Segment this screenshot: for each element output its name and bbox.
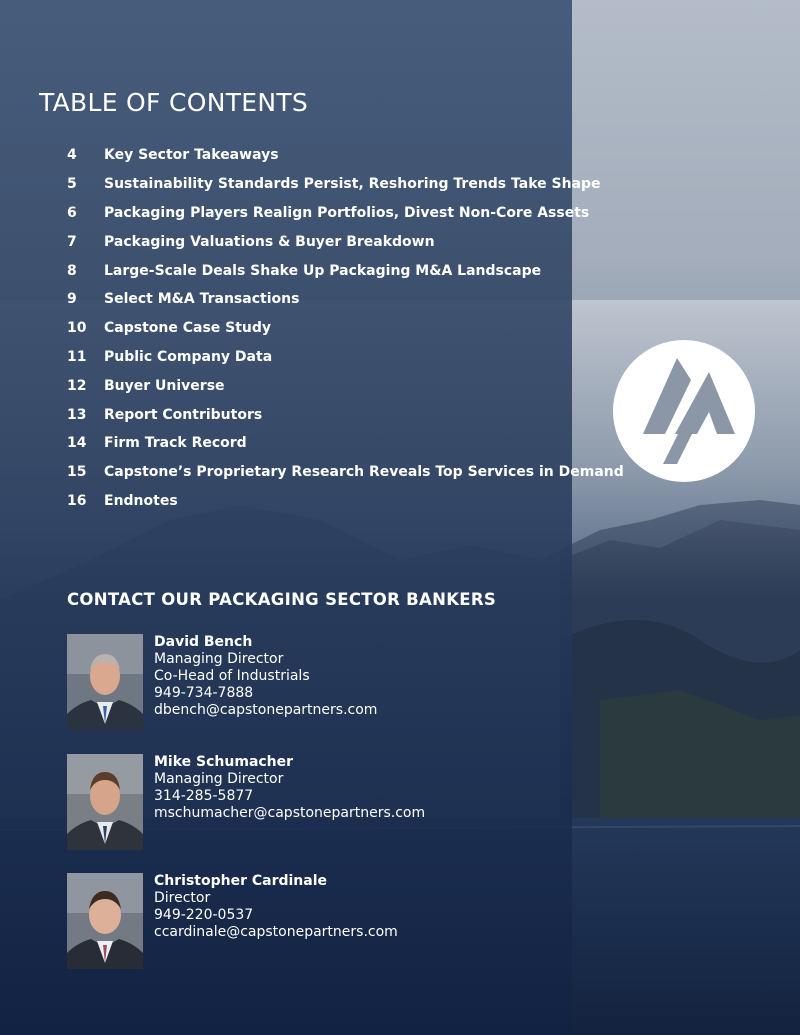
toc-page-number: 8 xyxy=(67,262,77,279)
toc-page-number: 6 xyxy=(67,204,77,221)
contact-email[interactable]: dbench@capstonepartners.com xyxy=(154,702,378,718)
toc-item-label: Public Company Data xyxy=(104,348,273,365)
toc-item[interactable] xyxy=(67,141,567,170)
toc-item[interactable] xyxy=(67,285,567,314)
toc-item[interactable] xyxy=(67,227,567,256)
contact-title: Managing Director xyxy=(154,771,284,787)
toc-item[interactable] xyxy=(67,487,567,516)
capstone-logo-icon xyxy=(613,340,755,482)
toc-item-label: Firm Track Record xyxy=(104,435,247,452)
contact-phone[interactable]: 314-285-5877 xyxy=(154,788,254,804)
toc-page-number: 5 xyxy=(67,176,77,193)
toc-item[interactable] xyxy=(67,170,601,199)
contacts-title: CONTACT OUR PACKAGING SECTOR BANKERS xyxy=(67,590,497,609)
toc-item[interactable] xyxy=(67,343,567,372)
toc-item-label: Sustainability Standards Persist, Reshoring Trends Take Shape xyxy=(104,176,601,193)
toc-item-label: Buyer Universe xyxy=(104,377,225,394)
contact-info xyxy=(154,634,377,719)
toc-item-label: Select M&A Transactions xyxy=(104,291,300,308)
toc-page-number: 16 xyxy=(67,492,87,509)
toc-title: TABLE OF CONTENTS xyxy=(39,88,309,117)
contact-title: Director xyxy=(154,890,211,906)
toc-page-number: 11 xyxy=(67,348,87,365)
toc-page-number: 15 xyxy=(67,464,87,481)
contact-phone[interactable]: 949-734-7888 xyxy=(154,685,254,701)
toc-list xyxy=(67,141,624,515)
portrait-photo xyxy=(67,634,143,730)
toc-page-number: 14 xyxy=(67,435,87,452)
portrait-photo xyxy=(67,754,143,850)
contact-title: Managing Director xyxy=(154,651,284,667)
contact-name: Mike Schumacher xyxy=(154,754,294,770)
toc-item-label: Packaging Valuations & Buyer Breakdown xyxy=(104,233,435,250)
contact-name: David Bench xyxy=(154,634,253,650)
toc-item[interactable] xyxy=(67,256,567,285)
toc-page-number: 7 xyxy=(67,233,77,250)
contact-card xyxy=(67,754,547,850)
toc-page-number: 9 xyxy=(67,291,77,308)
contact-name: Christopher Cardinale xyxy=(154,873,328,889)
toc-item[interactable] xyxy=(67,400,567,429)
contact-role: Co-Head of Industrials xyxy=(154,668,310,684)
contact-card xyxy=(67,873,547,969)
toc-item[interactable] xyxy=(67,429,567,458)
contact-email[interactable]: ccardinale@capstonepartners.com xyxy=(154,924,398,940)
toc-page-number: 4 xyxy=(67,147,77,164)
toc-item[interactable] xyxy=(67,199,590,228)
contact-phone[interactable]: 949-220-0537 xyxy=(154,907,254,923)
contact-info xyxy=(154,873,398,941)
portrait-photo xyxy=(67,873,143,969)
contact-info xyxy=(154,754,425,822)
contact-email[interactable]: mschumacher@capstonepartners.com xyxy=(154,805,426,821)
toc-item-label: Report Contributors xyxy=(104,406,263,423)
toc-item-label: Large-Scale Deals Shake Up Packaging M&A Landscape xyxy=(104,262,542,279)
toc-item-label: Key Sector Takeaways xyxy=(104,147,279,164)
toc-item-label: Endnotes xyxy=(104,492,178,509)
toc-page-number: 12 xyxy=(67,377,87,394)
toc-item[interactable] xyxy=(67,314,567,343)
toc-item-label: Packaging Players Realign Portfolios, Divest Non-Core Assets xyxy=(104,204,590,221)
contact-card xyxy=(67,634,547,730)
toc-item-label: Capstone’s Proprietary Research Reveals Top Services in Demand xyxy=(104,464,624,481)
toc-item[interactable] xyxy=(67,371,567,400)
toc-page-number: 10 xyxy=(67,320,87,337)
toc-item[interactable] xyxy=(67,458,624,487)
toc-item-label: Capstone Case Study xyxy=(104,320,272,337)
toc-page-number: 13 xyxy=(67,406,87,423)
